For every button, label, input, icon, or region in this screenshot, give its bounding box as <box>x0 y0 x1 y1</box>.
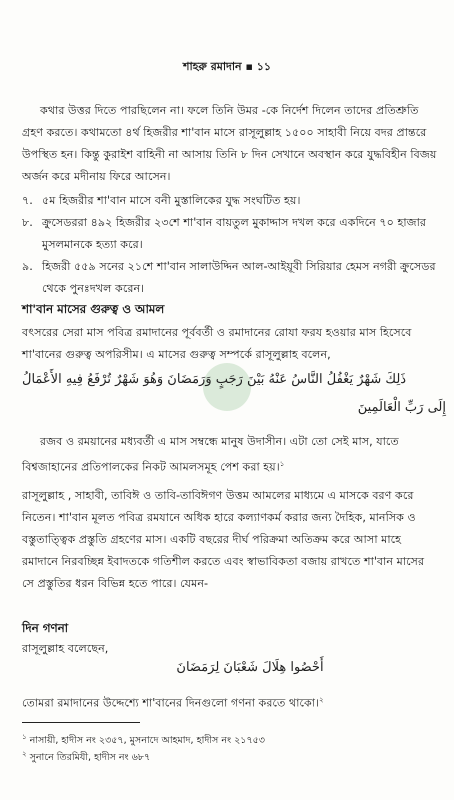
list-item-text: হিজরী ৫৫৯ সনের ২১শে শা'বান সালাউদ্দিন আল-আইয়ূবী সিরিয়ার হেমস নগরী ক্রুসেডর থেকে পুনঃদখল করেন। <box>42 260 436 295</box>
list-item <box>22 212 438 256</box>
footnote-ref[interactable]: ১ <box>279 460 285 468</box>
list-item-number: ৯. <box>22 260 33 273</box>
running-header <box>0 58 454 77</box>
section-heading: শা'বান মাসের গুরুত্ব ও আমল <box>22 302 165 316</box>
footnote-number: ১ <box>22 733 27 741</box>
watermark-logo <box>203 363 251 411</box>
footnote-text: সুনানে তিরমিযী, হাদীস নং ৬৮৭ <box>29 752 151 764</box>
list-item-text: ৫ম হিজরীর শা'বান মাসে বনী মুস্তালিকের যুদ্ধ সংঘটিত হয়। <box>42 194 301 207</box>
paragraph <box>22 431 438 479</box>
footnote-number: ২ <box>22 750 27 758</box>
section-heading: দিন গণনা <box>22 621 69 635</box>
footnote-text: নাসায়ী, হাদীস নং ২৩৫৭, মুসনাদে আহমাদ, হাদীস নং ২১৭৫৩ <box>29 735 265 747</box>
list-item <box>22 256 438 300</box>
footnote-divider <box>22 722 140 723</box>
paragraph: রাসূলুল্লাহ বলেছেন, <box>22 642 109 655</box>
arabic-hadith: أَحْصُوا هِلَالَ شَعْبَانَ لِرَمَضَانَ <box>176 660 324 675</box>
list-item-number: ৭. <box>22 194 33 207</box>
footnote <box>22 747 438 765</box>
header-separator: ▪ <box>245 60 253 73</box>
paragraph: রাসূলুল্লাহ , সাহাবী, তাবিঈ ও তাবি-তাবিঈগণ উত্তম আমলের মাধ্যমে এ মাসকে বরণ করে নিতেন। শা'বান মূলত পবিত্র রমযানে অধিক হারে কল্যাণকর্ম করার জন্য দৈহিক, মানসিক ও বস্তুতাত্ত্বিক প্রস্তুতি গ্রহণের মাস। একটি বছরের দীর্ঘ পরিক্রমা অতিক্রম করে আসা মাহে রমাদানে নিরবচ্ছিন্ন ইবাদতকে গতিশীল করতে এবং স্বাভাবিকতা বজায় রাখতে শা'বান মাসের সে প্রস্তুতির ধরন বিভিন্ন হতে পারে। যেমন- <box>22 489 425 590</box>
paragraph-text: তোমরা রমাদানের উদ্দেশ্যে শা'বানের দিনগুলো গণনা করতে থাকো। <box>22 696 320 710</box>
header-title: শাহরু রমাদান <box>182 60 242 73</box>
list-item-number: ৮. <box>22 216 33 229</box>
arabic-hadith-line-2: إِلَى رَبِّ الْعَالَمِينَ <box>357 400 446 415</box>
events-list <box>22 190 438 300</box>
footnote-ref[interactable]: ২ <box>319 696 324 704</box>
paragraph-text: রজব ও রময়ানের মধ্যবর্তী এ মাস সম্বন্ধে মানুষ উদাসীন। এটা তো সেই মাস, যাতে বিশ্বজাহানের প্রতিপালকের নিকট আমলসমূহ পেশ করা হয়। <box>22 435 399 474</box>
arabic-hadith-line-1: ذَلِكَ شَهْرٌ يَغْفُلُ النَّاسُ عَنْهُ بَيْنَ رَجَبٍ وَرَمَضَانَ وَهُوَ شَهْرٌ تُرْفَعُ فِيهِ الأَعْمَالُ <box>22 372 407 387</box>
paragraph: বৎসরের সেরা মাস পবিত্র রমাদানের পূর্ববর্তী ও রমাদানের রোযা ফরয হওয়ার মাস হিসেবে শা'বানের গুরুত্ব অপরিসীম। এ মাসের গুরুত্ব সম্পর্কে রাসূলুল্লাহ বলেন, <box>22 326 412 361</box>
page-number: ১১ <box>256 60 272 73</box>
footnote <box>22 730 438 748</box>
list-item <box>22 190 438 212</box>
list-item-text: ক্রুসেডররা ৪৯২ হিজরীর ২৩শে শা'বান বায়তুল মুকাদ্দাস দখল করে একদিনে ৭০ হাজার মুসলমানকে হত্যা করে। <box>42 216 427 251</box>
intro-paragraph: কথার উত্তর দিতে পারছিলেন না। ফলে তিনি উমর -কে নির্দেশ দিলেন তাদের প্রতিশ্রুতি গ্রহণ করতে। কথামতো ৪র্থ হিজরীর শা'বান মাসে রাসূলুল্লাহ ১৫০০ সাহাবী নিয়ে বদর প্রান্তরে উপস্থিত হন। কিন্তু কুরাইশ বাহিনী না আসায় তিনি ৮ দিন সেখানে অবস্থান করে যুদ্ধবিহীন বিজয় অর্জন করে মদীনায় ফিরে আসেন। <box>22 104 437 183</box>
paragraph <box>22 689 438 715</box>
